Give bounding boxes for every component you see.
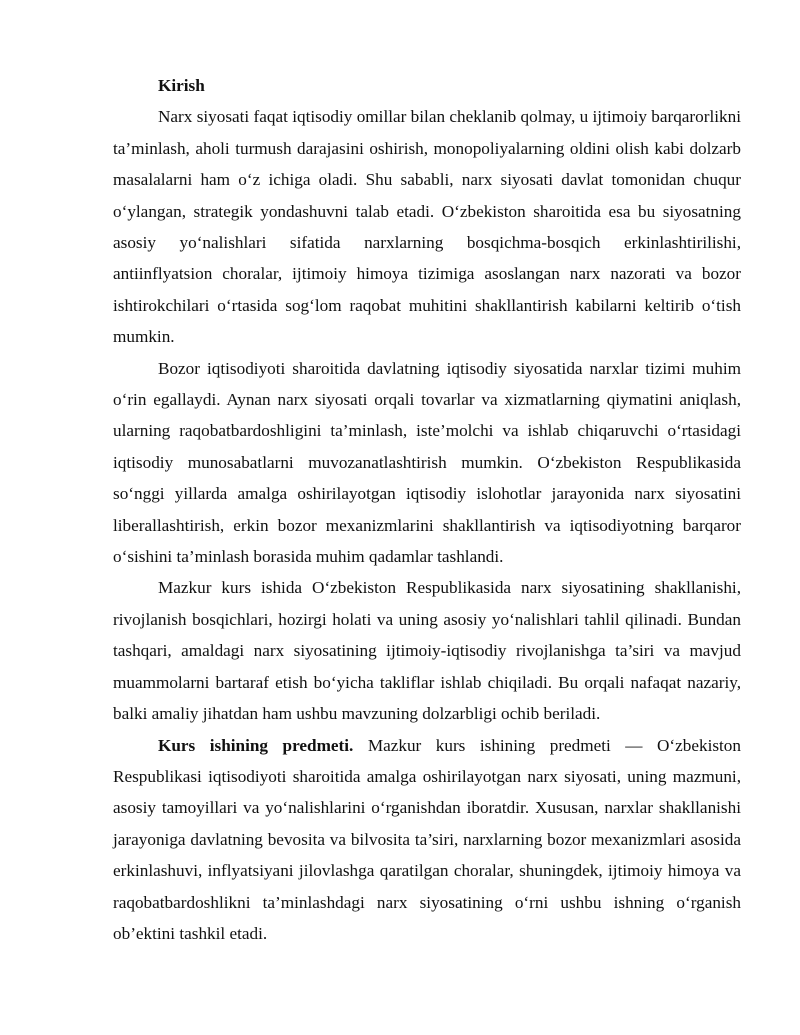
subject-text: Mazkur kurs ishining predmeti — O‘zbekiston Respublikasi iqtisodiyoti sharoitida amalga oshirilayotgan narx siyosati, uning mazmuni, asosiy tamoyillari va yo‘nalishlarini o‘rganishdan iboratdir. Xususan, narxlar shakllanishi jarayoniga davlatning bevosita va bilvosita ta’siri, narxlarning bozor mexanizmlari asosida erkinlashuvi, inflyatsiyani jilovlashga qaratilgan choralar, shuningdek, ijtimoiy himoya va raqobatbardoshlikni ta’minlashdagi narx siyosatining o‘rni ushbu ishning o‘rganish ob’ektini tashkil etadi.	[113, 735, 741, 943]
paragraph: Narx siyosati faqat iqtisodiy omillar bilan cheklanib qolmay, u ijtimoiy barqarorlikni ta’minlash, aholi turmush darajasini oshirish, monopoliyalarning oldini olish kabi dolzarb masalalarni ham o‘z ichiga oladi. Shu sababli, narx siyosati davlat tomonidan chuqur o‘ylangan, strategik yondashuvni talab etadi. O‘zbekiston sharoitida esa bu siyosatning asosiy yo‘nalishlari sifatida narxlarning bosqichma-bosqich erkinlashtirilishi, antiinflyatsion choralar, ijtimoiy himoya tizimiga asoslangan narx nazorati va bozor ishtirokchilari o‘rtasida sog‘lom raqobat muhitini shakllantirish kabilarni keltirib o‘tish mumkin.	[113, 107, 741, 347]
subject-paragraph	[113, 730, 741, 950]
section-heading: Kirish	[158, 76, 205, 95]
paragraph: Mazkur kurs ishida O‘zbekiston Respublikasida narx siyosatining shakllanishi, rivojlanish bosqichlari, hozirgi holati va uning asosiy yo‘nalishlari tahlil qilinadi. Bundan tashqari, amaldagi narx siyosatining ijtimoiy-iqtisodiy rivojlanishga ta’siri va mavjud muammolarni bartaraf etish bo‘yicha takliflar ishlab chiqiladi. Bu orqali nafaqat nazariy, balki amaliy jihatdan ham ushbu mavzuning dolzarbligi ochib beriladi.	[113, 578, 741, 724]
subject-lead: Kurs ishining predmeti.	[158, 735, 354, 755]
paragraph: Bozor iqtisodiyoti sharoitida davlatning iqtisodiy siyosatida narxlar tizimi muhim o‘rin egallaydi. Aynan narx siyosati orqali tovarlar va xizmatlarning qiymatini aniqlash, ularning raqobatbardoshligini ta’minlash, iste’molchi va ishlab chiqaruvchi o‘rtasidagi iqtisodiy munosabatlarni muvozanatlashtirish mumkin. O‘zbekiston Respublikasida so‘nggi yillarda amalga oshirilayotgan iqtisodiy islohotlar jarayonida narx siyosatini liberallashtirish, erkin bozor mexanizmlarini shakllantirish va iqtisodiyotning barqaror o‘sishini ta’minlash borasida muhim qadamlar tashlandi.	[113, 358, 741, 567]
document-page	[113, 70, 741, 949]
